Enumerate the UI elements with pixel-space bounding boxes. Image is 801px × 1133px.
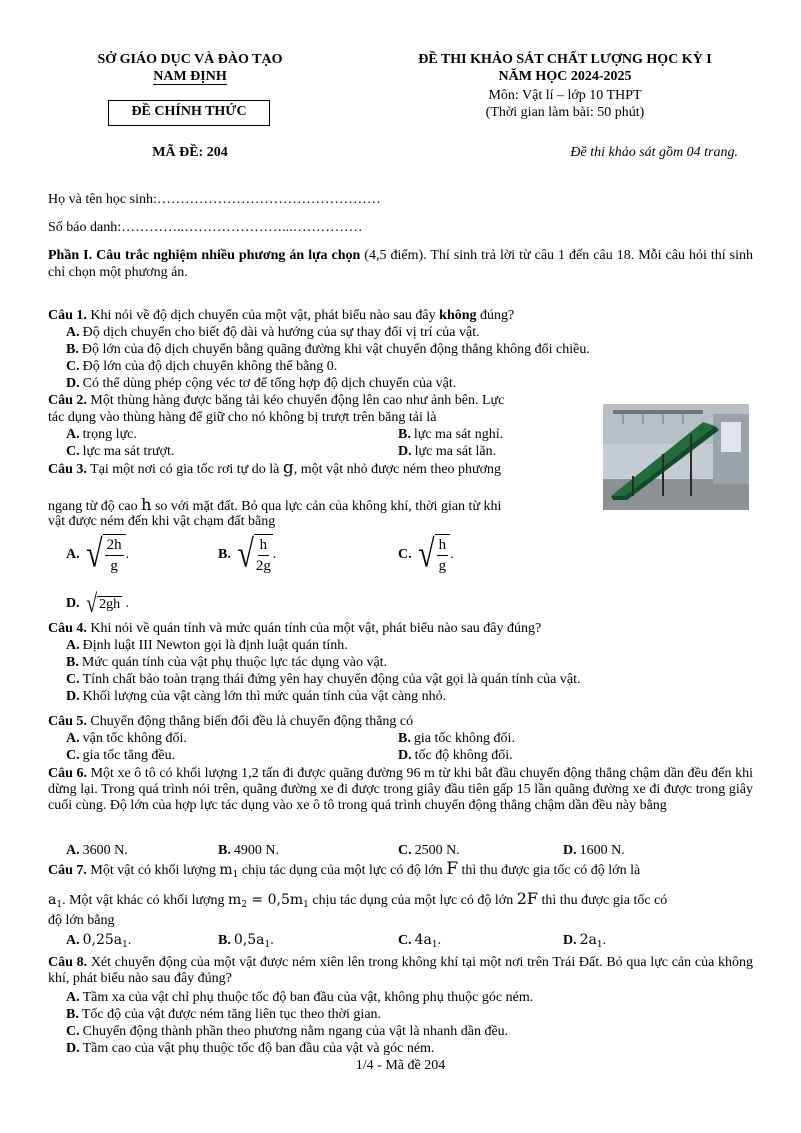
department-name: SỞ GIÁO DỤC VÀ ĐÀO TẠO [97, 52, 283, 67]
q3-stem-line1 [48, 458, 502, 478]
option-text: tốc độ không đổi. [414, 748, 513, 763]
denominator: g [438, 558, 447, 574]
q6-stem [48, 766, 753, 814]
q7-text1a: Một vật có khối lượng [86, 863, 220, 878]
symbol-m: m [219, 862, 233, 878]
q3-option-c: C. √ $\frac{h}{g}$ . [398, 532, 454, 576]
option-text: Mức quán tính của vật phụ thuộc lực tác dụng vào vật. [81, 655, 388, 670]
symbol-g: g [282, 458, 294, 478]
q3-option-a: A. √ $\frac{2h}{g}$ . [66, 532, 130, 576]
q5-option-c [66, 748, 175, 763]
option-text: Độ dịch chuyển cho biết độ dài và hướng của sự thay đổi vị trí của vật. [82, 325, 480, 340]
option-text: 0,5a [233, 932, 265, 948]
q2-stem-line1 [48, 393, 504, 408]
duration-line: (Thời gian làm bài: 50 phút) [485, 105, 645, 120]
option-label: A. [66, 427, 80, 442]
part1-intro [48, 247, 753, 281]
q7-stem-line3: độ lớn bằng [48, 913, 115, 928]
part1-title: Phần I. Câu trắc nghiệm nhiều phương án lựa chọn [48, 248, 361, 263]
q7-label: Câu 7. [48, 863, 87, 878]
option-label: A. [66, 547, 80, 563]
q4-option-b [66, 655, 387, 670]
q3-option-b: B. √ $\frac{h}{2g}$ . [218, 532, 277, 576]
option-text: Khối lượng của vật càng lớn thì mức quán tính của vật càng nhỏ. [82, 689, 447, 704]
symbol-h: h [141, 495, 152, 514]
option-label: C. [398, 933, 412, 948]
official-exam-box: ĐỀ CHÍNH THỨC [108, 100, 270, 126]
option-text: 2500 N. [414, 843, 460, 858]
q5-stem [48, 714, 413, 729]
q7-option-b: B. $0,5a_1$. [218, 932, 274, 950]
q1-option-c [66, 359, 337, 374]
option-label: D. [563, 933, 577, 948]
option-text: Độ lớn của độ dịch chuyển bằng quãng đường khi vật chuyển động thẳng không đổi chiều. [81, 342, 590, 357]
q8-stem-text: Xét chuyển động của một vật được ném xiên lên trong không khí tại một nơi trên Trái Đất. Bỏ qua lực cản của không khí, phát biểu nào sau đây đúng? [48, 955, 753, 986]
mass-equation: = 0,5m [246, 892, 304, 908]
q2-label: Câu 2. [48, 393, 87, 408]
option-label: A. [66, 843, 80, 858]
option-text: lực ma sát lăn. [414, 444, 497, 459]
q7-option-d: D. $2a_1$. [563, 932, 607, 950]
subject-line: Môn: Vật lí – lớp 10 THPT [488, 88, 642, 103]
conveyor-belt-image [603, 404, 749, 510]
q3-stem-line2 [48, 497, 501, 514]
conveyor-belt-illustration [603, 404, 749, 510]
q4-stem [48, 621, 541, 636]
option-label: D. [66, 376, 80, 391]
q1-stem-a: Khi nói về độ dịch chuyển của một vật, phát biểu nào sau đây [86, 308, 440, 323]
q8-option-a [66, 990, 533, 1005]
q7-text2b: chịu tác dụng của một lực có độ lớn [308, 893, 517, 908]
q5-label: Câu 5. [48, 714, 87, 729]
q5-option-b [398, 731, 515, 746]
q2-option-a [66, 427, 137, 442]
student-name-field: Họ và tên học sinh:………………………………………… [48, 192, 381, 207]
option-label: A. [66, 933, 80, 948]
option-text: trọng lực. [82, 427, 137, 442]
q7-text2c: thì thu được gia tốc có [537, 893, 668, 908]
q8-option-c [66, 1024, 508, 1039]
symbol-a: a [48, 892, 57, 908]
q3-label: Câu 3. [48, 462, 87, 477]
q2-option-b [398, 427, 503, 442]
radicand: 2gh [99, 597, 121, 612]
q7-stem-line2 [48, 891, 667, 913]
q5-option-d [398, 748, 513, 763]
symbol-F: F [446, 859, 458, 879]
numerator: 2h [105, 535, 124, 556]
student-id-field: Số báo danh:…………..…………………...…………… [48, 220, 363, 235]
option-label: B. [66, 342, 79, 357]
option-label: B. [218, 843, 231, 858]
part1-instructions: (4,5 điểm). Thí sinh trả lời từ câu 1 đến câu 18. Mỗi câu hỏi thí sinh chỉ chọn một phương án. [48, 248, 754, 280]
subscript: 1 [122, 940, 128, 950]
q7-option-c: C. $4a_1$. [398, 932, 442, 950]
option-text: lực ma sát nghỉ. [413, 427, 504, 442]
province-name [60, 69, 320, 85]
q1-stem-bold: không [439, 308, 477, 323]
subscript: 1 [303, 900, 309, 910]
option-text: Độ lớn của độ dịch chuyển không thể bằng 0. [82, 359, 338, 374]
option-text: Tốc độ của vật được ném tăng liên tục theo thời gian. [81, 1007, 382, 1022]
q1-stem [48, 308, 514, 323]
q4-option-a [66, 638, 348, 653]
province-name-text: NAM ĐỊNH [153, 69, 227, 84]
option-text: lực ma sát trượt. [82, 444, 175, 459]
q2-stem-line2: tác dụng vào thùng hàng để giữ cho nó không bị trượt trên băng tải là [48, 410, 437, 425]
subscript: 1 [56, 900, 63, 910]
q3-stem-text2a: ngang từ độ cao [48, 499, 142, 514]
numerator: h [437, 535, 449, 556]
option-text: 1600 N. [579, 843, 625, 858]
q8-option-b [66, 1007, 381, 1022]
q6-option-d [563, 843, 625, 858]
q1-stem-b: đúng? [476, 308, 515, 323]
subscript: 1 [596, 940, 603, 950]
q5-option-a [66, 731, 187, 746]
symbol-m: m [227, 892, 242, 908]
q3-stem-line3: vật được ném đến khi vật chạm đất bằng [48, 514, 276, 529]
option-label: D. [563, 843, 577, 858]
option-text: 4900 N. [233, 843, 279, 858]
option-text: 3600 N. [82, 843, 128, 858]
option-label: D. [398, 748, 412, 763]
option-label: D. [66, 689, 80, 704]
q5-stem-text: Chuyển động thẳng biến đổi đều là chuyển động thẳng có [86, 714, 414, 729]
sqrt-expression: √ $\frac{h}{g}$ [418, 534, 450, 576]
option-label: C. [398, 547, 412, 563]
option-label: A. [66, 990, 80, 1005]
option-text: 0,25a [82, 932, 123, 948]
q7-text1b: chịu tác dụng của một lực có độ lớn [238, 863, 447, 878]
option-label: B. [66, 655, 79, 670]
q1-option-d [66, 376, 456, 391]
q6-option-c [398, 843, 460, 858]
q6-option-b [218, 843, 279, 858]
page-footer: 1/4 - Mã đề 204 [355, 1058, 446, 1073]
q6-option-a [66, 843, 128, 858]
option-text: Định luật III Newton gọi là định luật quán tính. [82, 638, 348, 653]
option-label: D. [398, 444, 412, 459]
q3-stem-text2b: so với mặt đất. Bỏ qua lực cản của không khí, thời gian từ khi [151, 499, 502, 514]
q7-option-a: A. $0,25a_1$. [66, 932, 132, 950]
option-label: C. [66, 444, 80, 459]
q3-stem-text1b: , một vật nhỏ được ném theo phương [293, 462, 502, 477]
option-label: A. [66, 731, 80, 746]
option-text: Tầm cao của vật phụ thuộc tốc độ ban đầu của vật và góc ném. [82, 1041, 435, 1056]
q3-stem-text1a: Tại một nơi có gia tốc rơi tự do là [86, 462, 283, 477]
exam-title: ĐỀ THI KHẢO SÁT CHẤT LƯỢNG HỌC KỲ I [418, 52, 712, 67]
option-text: Có thể dùng phép cộng véc tơ để tổng hợp độ dịch chuyển của vật. [82, 376, 457, 391]
q7-stem-line1 [48, 859, 641, 883]
option-text: Chuyển động thành phần theo phương nằm ngang của vật là nhanh dần đều. [82, 1024, 509, 1039]
q8-label: Câu 8. [48, 955, 88, 970]
sqrt-expression: √ $\frac{h}{2g}$ [237, 532, 271, 576]
q7-text2a: . Một vật khác có khối lượng [62, 893, 228, 908]
option-text: Tính chất bảo toàn trạng thái đứng yên hay chuyển động của vật gọi là quán tính của vật. [82, 672, 581, 687]
option-label: C. [66, 359, 80, 374]
option-label: A. [66, 325, 80, 340]
q8-stem [48, 955, 753, 987]
q2-stem-text1: Một thùng hàng được băng tải kéo chuyển động lên cao như ảnh bên. Lực [86, 393, 505, 408]
subscript: 1 [431, 940, 438, 950]
denominator: 2g [255, 558, 271, 574]
q4-option-c [66, 672, 580, 687]
option-label: C. [66, 672, 80, 687]
school-year: NĂM HỌC 2024-2025 [498, 69, 632, 84]
q3-option-d: D. √ 2gh . [66, 589, 130, 619]
option-label: C. [66, 748, 80, 763]
q7-text1c: thì thu được gia tốc có độ lớn là [457, 863, 641, 878]
q6-label: Câu 6. [48, 766, 87, 781]
q1-label: Câu 1. [48, 308, 87, 323]
option-label: B. [398, 731, 411, 746]
q4-stem-text: Khi nói về quán tính và mức quán tính của một vật, phát biểu nào sau đây đúng? [86, 621, 542, 636]
option-text: Tầm xa của vật chỉ phụ thuộc tốc độ ban đầu của vật, không phụ thuộc góc ném. [82, 990, 534, 1005]
q4-label: Câu 4. [48, 621, 87, 636]
option-text: 4a [414, 932, 432, 948]
q1-option-b [66, 342, 590, 357]
sqrt-expression: √ $\frac{2h}{g}$ [86, 534, 125, 576]
numerator: h [258, 535, 270, 556]
option-label: D. [66, 1041, 80, 1056]
option-text: vận tốc không đổi. [82, 731, 187, 746]
denominator: g [110, 558, 118, 574]
sqrt-expression: √ 2gh [86, 589, 121, 619]
option-label: B. [218, 933, 231, 948]
option-text: 2a [579, 932, 597, 948]
q4-option-d [66, 689, 446, 704]
option-text: gia tốc tăng đều. [82, 748, 176, 763]
option-label: B. [218, 547, 231, 563]
option-label: C. [398, 843, 412, 858]
option-text: gia tốc không đổi. [413, 731, 515, 746]
option-label: B. [398, 427, 411, 442]
subscript: 2 [241, 900, 247, 910]
exam-code: MÃ ĐỀ: 204 [152, 145, 228, 160]
pages-note: Đề thi khảo sát gồm 04 trang. [570, 145, 738, 160]
q6-stem-text: Một xe ô tô có khối lượng 1,2 tấn đi được quãng đường 96 m từ khi bắt đầu chuyển động thẳng chậm dần đều đến khi dừng lại. Trong quá trình nói trên, quãng đường xe đi được trong giây đầu tiên gấp 15 lần quãng đường xe đi được trong giây cuối cùng. Độ lớn của hợp lực tác dụng vào xe ô tô trong quá trình chuyển động thẳng chậm dần đều này bằng [48, 766, 753, 813]
q1-option-a [66, 325, 480, 340]
option-label: A. [66, 638, 80, 653]
q2-option-d [398, 444, 496, 459]
option-label: B. [66, 1007, 79, 1022]
q8-option-d [66, 1041, 434, 1056]
q2-option-c [66, 444, 174, 459]
subscript: 1 [264, 940, 271, 950]
option-label: D. [66, 596, 80, 612]
option-label: C. [66, 1024, 80, 1039]
subscript: 1 [232, 870, 239, 880]
symbol-2F: 2F [516, 889, 538, 908]
